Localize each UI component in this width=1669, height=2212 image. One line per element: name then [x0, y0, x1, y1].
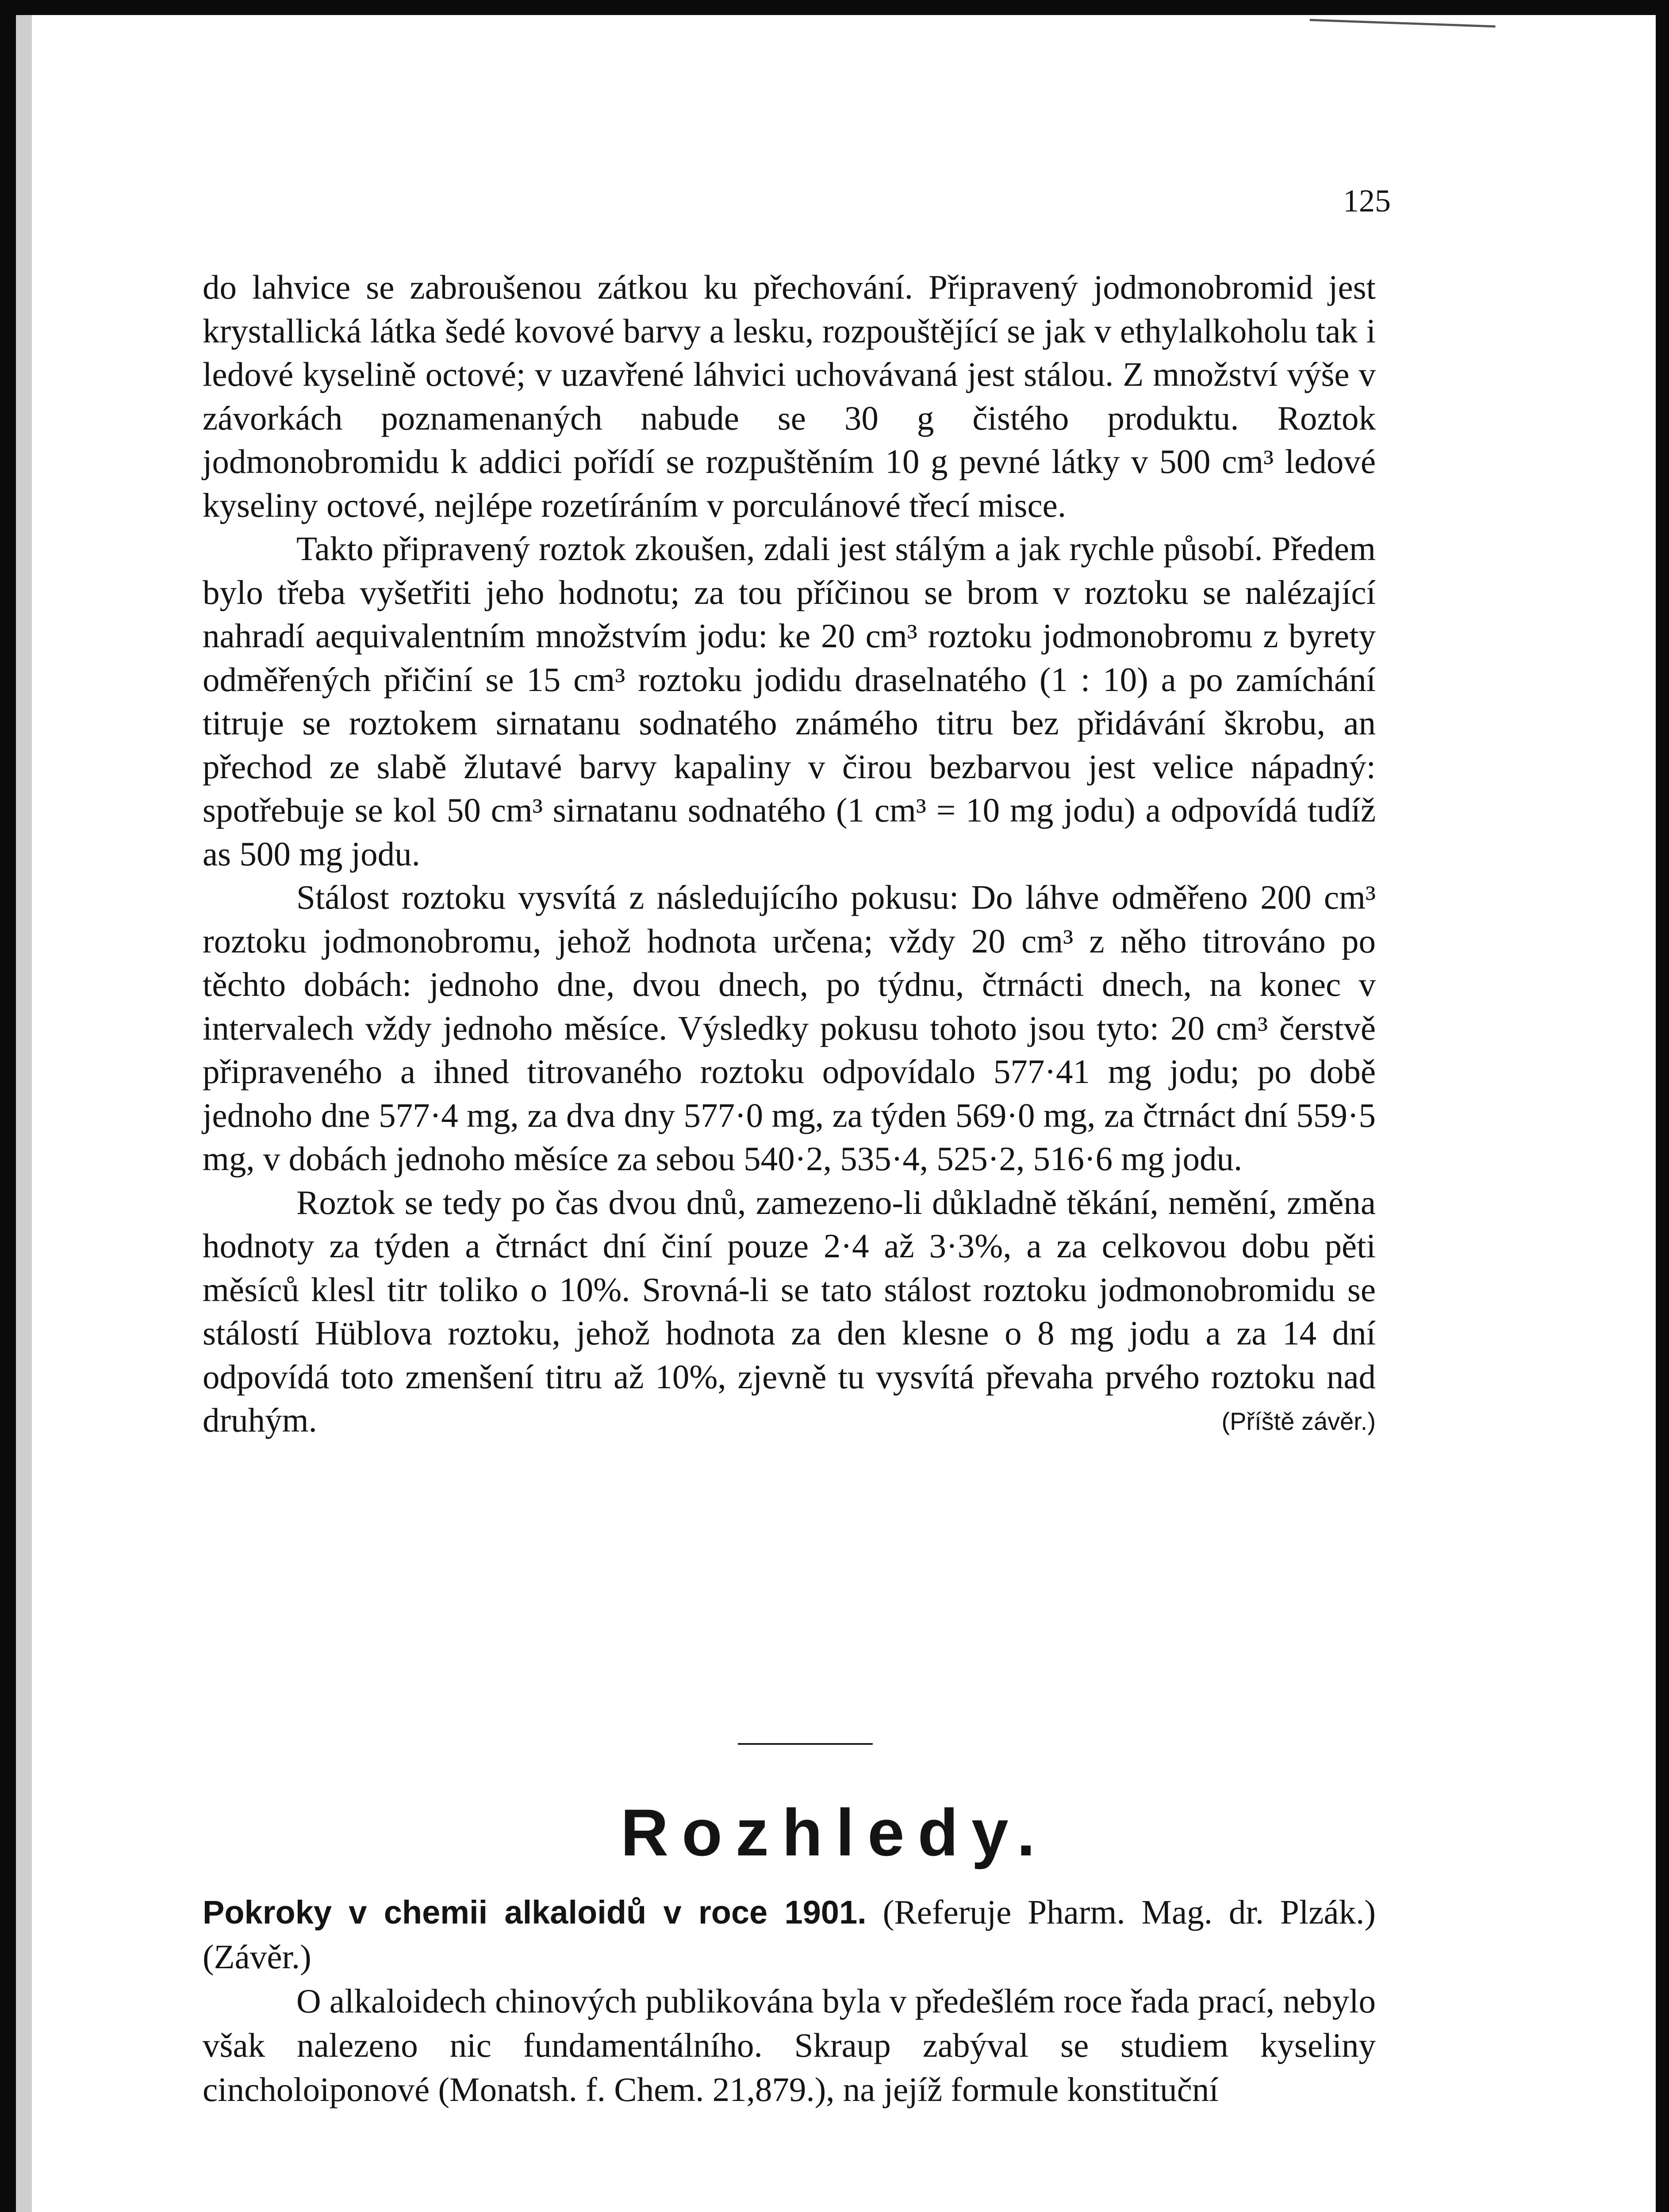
article-body	[203, 265, 1376, 1443]
entry-body: O alkaloidech chinových publikována byla v předešlém roce řada prací, nebylo však nalezeno nic fundamentálního. Skraup zabýval se studiem kyseliny cincholoiponové (Monatsh. f. Chem. 21,879.), na jejíž formule konstituční	[203, 1982, 1376, 2108]
section-heading: Rozhledy.	[620, 1795, 1049, 1870]
entry-title-note: (Referuje Pharm. Mag. dr. Plzák.) (Závěr.)	[203, 1893, 1376, 1976]
scan-gutter-shadow	[16, 15, 32, 2212]
scan-border-left	[0, 0, 16, 2212]
paragraph-3: Stálost roztoku vysvítá z následujícího pokusu: Do láhve odměřeno 200 cm³ roztoku jodmonobromu, jehož hodnota určena; vždy 20 cm³ z něho titrováno po těchto dobách: jednoho dne, dvou dnech, po týdnu, čtrnácti dnech, na konec v intervalech vždy jednoho měsíce. Výsledky pokusu tohoto jsou tyto: 20 cm³ čerstvě připraveného a ihned titrovaného roztoku odpovídalo 577·41 mg jodu; po době jednoho dne 577·4 mg, za dva dny 577·0 mg, za týden 569·0 mg, za čtrnáct dní 559·5 mg, v dobách jednoho měsíce za sebou 540·2, 535·4, 525·2, 516·6 mg jodu.	[203, 878, 1376, 1178]
page-number: 125	[1343, 183, 1391, 219]
paragraph-2: Takto připravený roztok zkoušen, zdali jest stálým a jak rychle působí. Předem bylo třeba vyšetřiti jeho hodnotu; za tou příčinou se brom v roztoku se nalézající nahradí aequivalentním množstvím jodu: ke 20 cm³ roztoku jodmonobromu z byrety odměřených přičiní se 15 cm³ roztoku jodidu draselnatého (1 : 10) a po zamíchání titruje se roztokem sirnatanu sodnatého známého titru bez přidávání škrobu, an přechod ze slabě žlutavé barvy kapaliny v čirou bezbarvou jest velice nápadný: spotřebuje se kol 50 cm³ sirnatanu sodnatého (1 cm³ = 10 mg jodu) a odpovídá tudíž as 500 mg jodu.	[203, 530, 1376, 873]
scan-border-top	[0, 0, 1669, 15]
paragraph-4: Roztok se tedy po čas dvou dnů, zamezeno-li důkladně těkání, nemění, změna hodnoty za týden a čtrnáct dní činí pouze 2·4 až 3·3%, a za celkovou dobu pěti měsíců klesl titr toliko o 10%. Srovná-li se tato stálost roztoku jodmonobromidu se stálostí Hüblova roztoku, jehož hodnota za den klesne o 8 mg jodu a za 14 dní odpovídá toto zmenšení titru až 10%, zjevně tu vysvítá převaha prvého roztoku nad druhým.	[203, 1183, 1376, 1439]
paragraph-1: do lahvice se zabroušenou zátkou ku přechování. Připravený jodmonobromid jest krystallická látka šedé kovové barvy a lesku, rozpouštějící se jak v ethylalkoholu tak i ledové kyselině octové; v uzavřené láhvici uchovávaná jest stálou. Z množství výše v závorkách poznamenaných nabude se 30 g čistého produktu. Roztok jodmonobromidu k addici pořídí se rozpuštěním 10 g pevné látky v 500 cm³ ledové kyseliny octové, nejlépe rozetíráním v porculánové třecí misce.	[203, 268, 1376, 524]
entry-title: Pokroky v chemii alkaloidů v roce 1901.	[203, 1894, 867, 1931]
continuation-note: (Příště závěr.)	[1221, 1407, 1376, 1435]
entry-heading-line	[203, 1890, 1376, 1979]
scan-border-right	[1656, 0, 1669, 2212]
section-divider	[738, 1743, 873, 1745]
scan-mark	[1309, 19, 1495, 46]
rozhledy-entry	[203, 1890, 1376, 2112]
